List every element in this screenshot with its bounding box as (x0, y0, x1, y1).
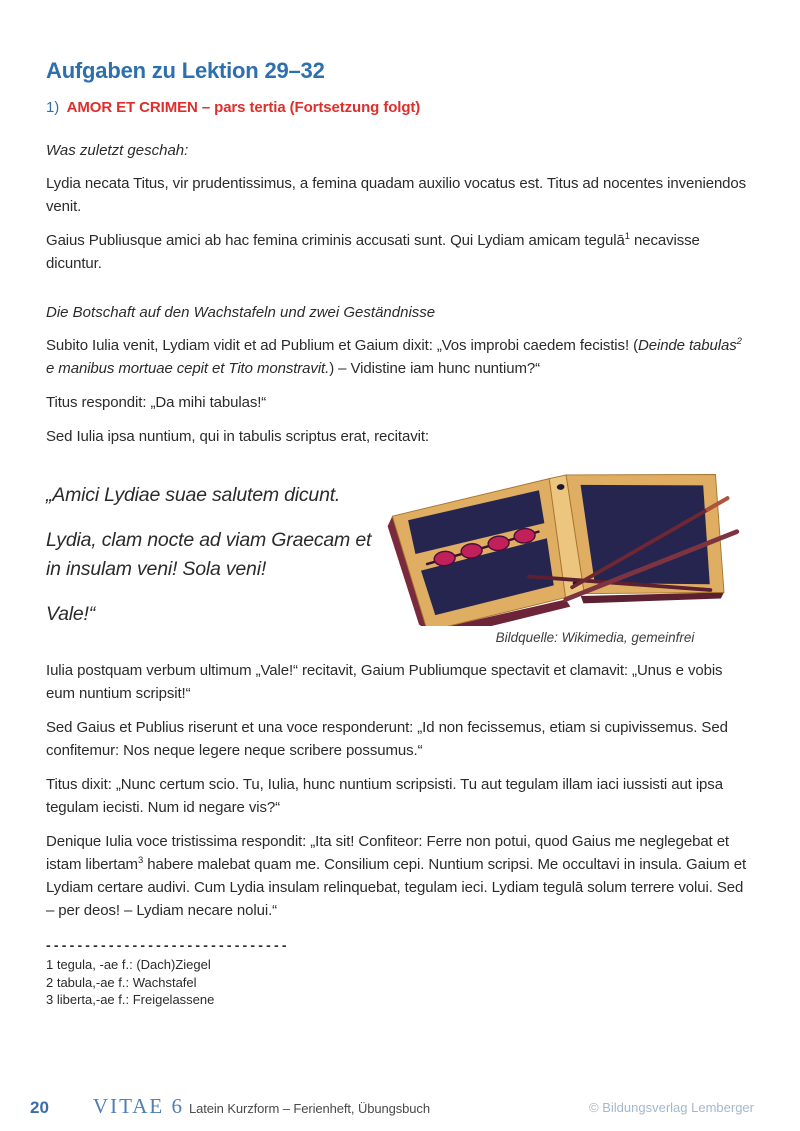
exercise-number: 1) (46, 99, 60, 116)
section-paragraph-3: Sed Iulia ipsa nuntium, qui in tabulis scriptus erat, recitavit: (46, 428, 429, 445)
section-p1-italic-end: e manibus mortuae cepit et Tito monstravit. (46, 360, 330, 377)
section-paragraph-1 (46, 334, 752, 380)
footnote-ref-3: 3 (137, 855, 144, 866)
recap-paragraph-2 (46, 229, 752, 275)
recap-heading: Was zuletzt geschah: (46, 142, 189, 159)
section-p1-italic: Deinde tabulas (637, 337, 737, 354)
section-heading: Die Botschaft auf den Wachstafeln und zwei Geständnisse (46, 304, 436, 321)
recap-p2-text-end: necavisse dicuntur. (46, 232, 700, 272)
footnote-ref-1: 1 (624, 231, 630, 242)
footnote-1: 1 tegula, -ae f.: (Dach)Ziegel (46, 957, 211, 972)
copyright-notice: © Bildungsverlag Lemberger (589, 1100, 754, 1115)
story-paragraph-3: Titus dixit: „Nunc certum scio. Tu, Iulia, hunc nuntium scripsisti. Tu aut tegulam illam iaci iussisti aut ipsa tegulam iecisti. Num id negare vis?“ (46, 776, 723, 816)
figure-column (378, 464, 752, 645)
section-p1-text: Subito Iulia venit, Lydiam vidit et ad Publium et Gaium dixit: „Vos improbi caedem fecistis! ( (46, 337, 638, 354)
story-paragraph-2: Sed Gaius et Publius riserunt et una voce responderunt: „Id non fecissemus, etiam si cupivissemus. Sed confitemur: Nos neque legere neque scribere possumus.“ (46, 719, 728, 759)
story-paragraph-4 (46, 830, 752, 922)
section-paragraph-2: Titus respondit: „Da mihi tabulas!“ (46, 394, 267, 411)
footnotes (46, 956, 752, 1009)
recap-paragraph-1: Lydia necata Titus, vir prudentissimus, a femina quadam auxilio vocatus est. Titus ad nocentes inveniendos venit. (46, 175, 747, 215)
recap-p2-text: Gaius Publiusque amici ab hac femina criminis accusati sunt. Qui Lydiam amicam tegulā (46, 232, 625, 249)
brand-subtitle: Latein Kurzform – Ferienheft, Übungsbuch (188, 1101, 430, 1116)
page-number: 20 (30, 1098, 49, 1117)
section-p1-text-end: ) – Vidistine iam hunc nuntium?“ (329, 360, 541, 377)
figure-row (46, 464, 752, 645)
page-title: Aufgaben zu Lektion 29–32 (46, 58, 325, 83)
story-paragraph-1: Iulia postquam verbum ultimum „Vale!“ recitavit, Gaium Publiumque spectavit et clamavit: „Unus e vobis eum nuntium scripsit!“ (46, 662, 723, 702)
exercise-title: AMOR ET CRIMEN – pars tertia (Fortsetzung folgt) (66, 99, 421, 116)
exercise-heading (46, 99, 752, 116)
quote-line-2: Lydia, clam nocte ad viam Graecam et in insulam veni! Sola veni! (46, 529, 372, 580)
footnote-3: 3 liberta,-ae f.: Freigelassene (46, 992, 215, 1007)
story-p4-text-end: habere malebat quam me. Consilium cepi. Nuntium scripsi. Me occultavi in insula. Gaium et Lydiam certare audivi. Cum Lydia insulam relinquebat, tegulam ieci. Lydiam tegulā solum terrere volui. Sed – per deos! – Lydiam necare nolui.“ (46, 856, 747, 919)
quote-line-1: „Amici Lydiae suae salutem dicunt. (46, 484, 341, 506)
story-p4-text: Denique Iulia voce tristissima respondit: „Ita sit! Confiteor: Ferre non potui, quod Gaius me neglegebat et istam libertam (46, 833, 729, 873)
image-caption: Bildquelle: Wikimedia, gemeinfrei (495, 630, 695, 645)
quote-line-3: Vale!“ (46, 603, 96, 625)
footnote-2: 2 tabula,-ae f.: Wachstafel (46, 974, 197, 990)
footer-left (30, 1094, 430, 1119)
tablet-message-quote (46, 464, 378, 645)
brand-logo: VITAE 6 (92, 1094, 184, 1118)
footnote-separator: ------------------------------- (46, 937, 290, 953)
wax-tablet-image (378, 466, 750, 626)
footnote-ref-2: 2 (736, 336, 742, 347)
page-footer (0, 1089, 800, 1131)
